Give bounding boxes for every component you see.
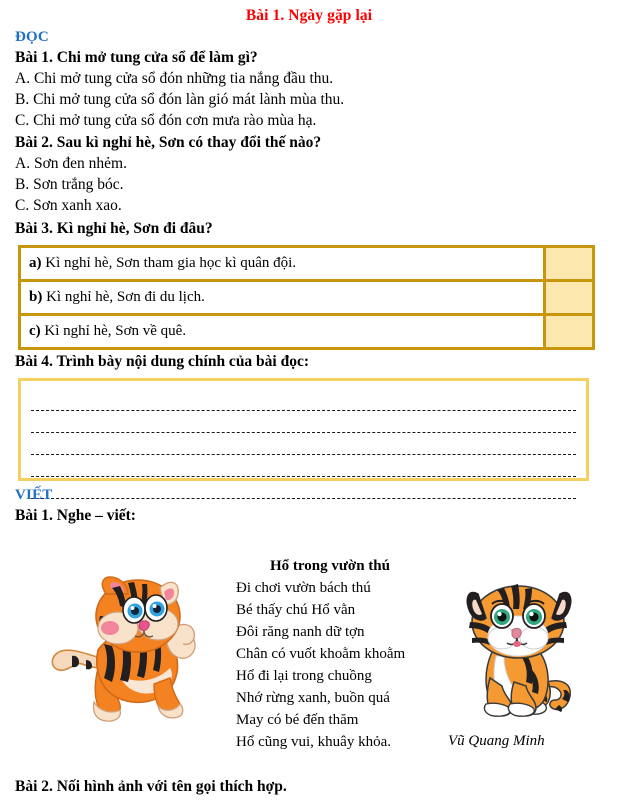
dotted-writing-line[interactable] <box>31 390 576 411</box>
question-4-answer-box[interactable] <box>18 378 589 481</box>
choice-row-a-text[interactable] <box>20 247 545 281</box>
question-2-option-c[interactable]: C. Sơn xanh xao. <box>15 197 122 215</box>
page-title: Bài 1. Ngày gặp lại <box>245 7 373 24</box>
writing-exercise-1-body <box>0 530 618 795</box>
question-1-option-c[interactable]: C. Chi mở tung cửa sổ đón cơn mưa rào mùa hạ. <box>15 112 317 130</box>
question-4-prompt: Bài 4. Trình bày nội dung chính của bài đọc: <box>15 353 310 371</box>
question-1-prompt: Bài 1. Chi mở tung cửa sổ để làm gì? <box>15 49 258 66</box>
choice-label-b: b) <box>29 289 43 306</box>
choice-label-c: c) <box>29 323 41 340</box>
poem-block <box>228 558 428 753</box>
poem-line: Chân có vuốt khoằm khoằm <box>236 646 406 663</box>
writing-exercise-1-prompt: Bài 1. Nghe – viết: <box>15 507 136 525</box>
reading-section-heading: ĐỌC <box>15 29 49 45</box>
choice-answer-cell-a[interactable] <box>545 247 594 281</box>
choice-label-a: a) <box>29 255 42 272</box>
choice-row-b-text[interactable] <box>20 281 545 315</box>
question-2-prompt: Bài 2. Sau kì nghỉ hè, Sơn có thay đổi thế nào? <box>15 134 322 152</box>
question-1-option-b[interactable]: B. Chi mở tung cửa sổ đón làn gió mát lành mùa thu. <box>15 90 345 108</box>
question-1-option-a[interactable]: A. Chi mở tung cửa sổ đón những tia nắng đầu thu. <box>15 69 334 87</box>
poem-line: May có bé đến thăm <box>236 712 359 729</box>
question-3-choice-table <box>18 245 595 350</box>
choice-text-c: Kì nghỉ hè, Sơn về quê. <box>40 323 187 340</box>
dotted-writing-line[interactable] <box>31 456 576 477</box>
poem-title: Hổ trong vườn thú <box>270 557 390 574</box>
poem-line: Bé thấy chú Hổ vằn <box>236 602 356 619</box>
choice-text-b: Kì nghỉ hè, Sơn đi du lịch. <box>42 289 205 306</box>
question-2-option-b[interactable]: B. Sơn trắng bóc. <box>15 176 124 194</box>
poem-line: Đi chơi vườn bách thú <box>236 579 371 596</box>
choice-row-c-text[interactable] <box>20 315 545 349</box>
table-row <box>20 281 594 315</box>
tiger-cub-walking-icon <box>42 572 212 732</box>
table-row <box>20 247 594 281</box>
question-3-prompt: Bài 3. Kì nghỉ hè, Sơn đi đâu? <box>15 219 213 237</box>
dotted-writing-line[interactable] <box>31 412 576 433</box>
writing-exercise-2-prompt: Bài 2. Nối hình ảnh với tên gọi thích hợp. <box>15 777 287 795</box>
tiger-cub-sitting-icon <box>462 578 580 726</box>
choice-answer-cell-c[interactable] <box>545 315 594 349</box>
poem-line: Đôi răng nanh dữ tợn <box>236 624 365 641</box>
choice-answer-cell-b[interactable] <box>545 281 594 315</box>
dotted-writing-line[interactable] <box>31 434 576 455</box>
writing-section-heading: VIẾT <box>15 487 53 504</box>
poem-author: Vũ Quang Minh <box>448 732 545 749</box>
table-row <box>20 315 594 349</box>
question-2-option-a[interactable]: A. Sơn đen nhẻm. <box>15 155 127 173</box>
choice-text-a: Kì nghỉ hè, Sơn tham gia học kì quân đội. <box>41 255 297 272</box>
poem-line: Hổ đi lại trong chuồng <box>236 668 372 685</box>
poem-line: Nhớ rừng xanh, buồn quá <box>236 690 390 707</box>
poem-line: Hổ cũng vui, khuây khỏa. <box>236 734 391 751</box>
